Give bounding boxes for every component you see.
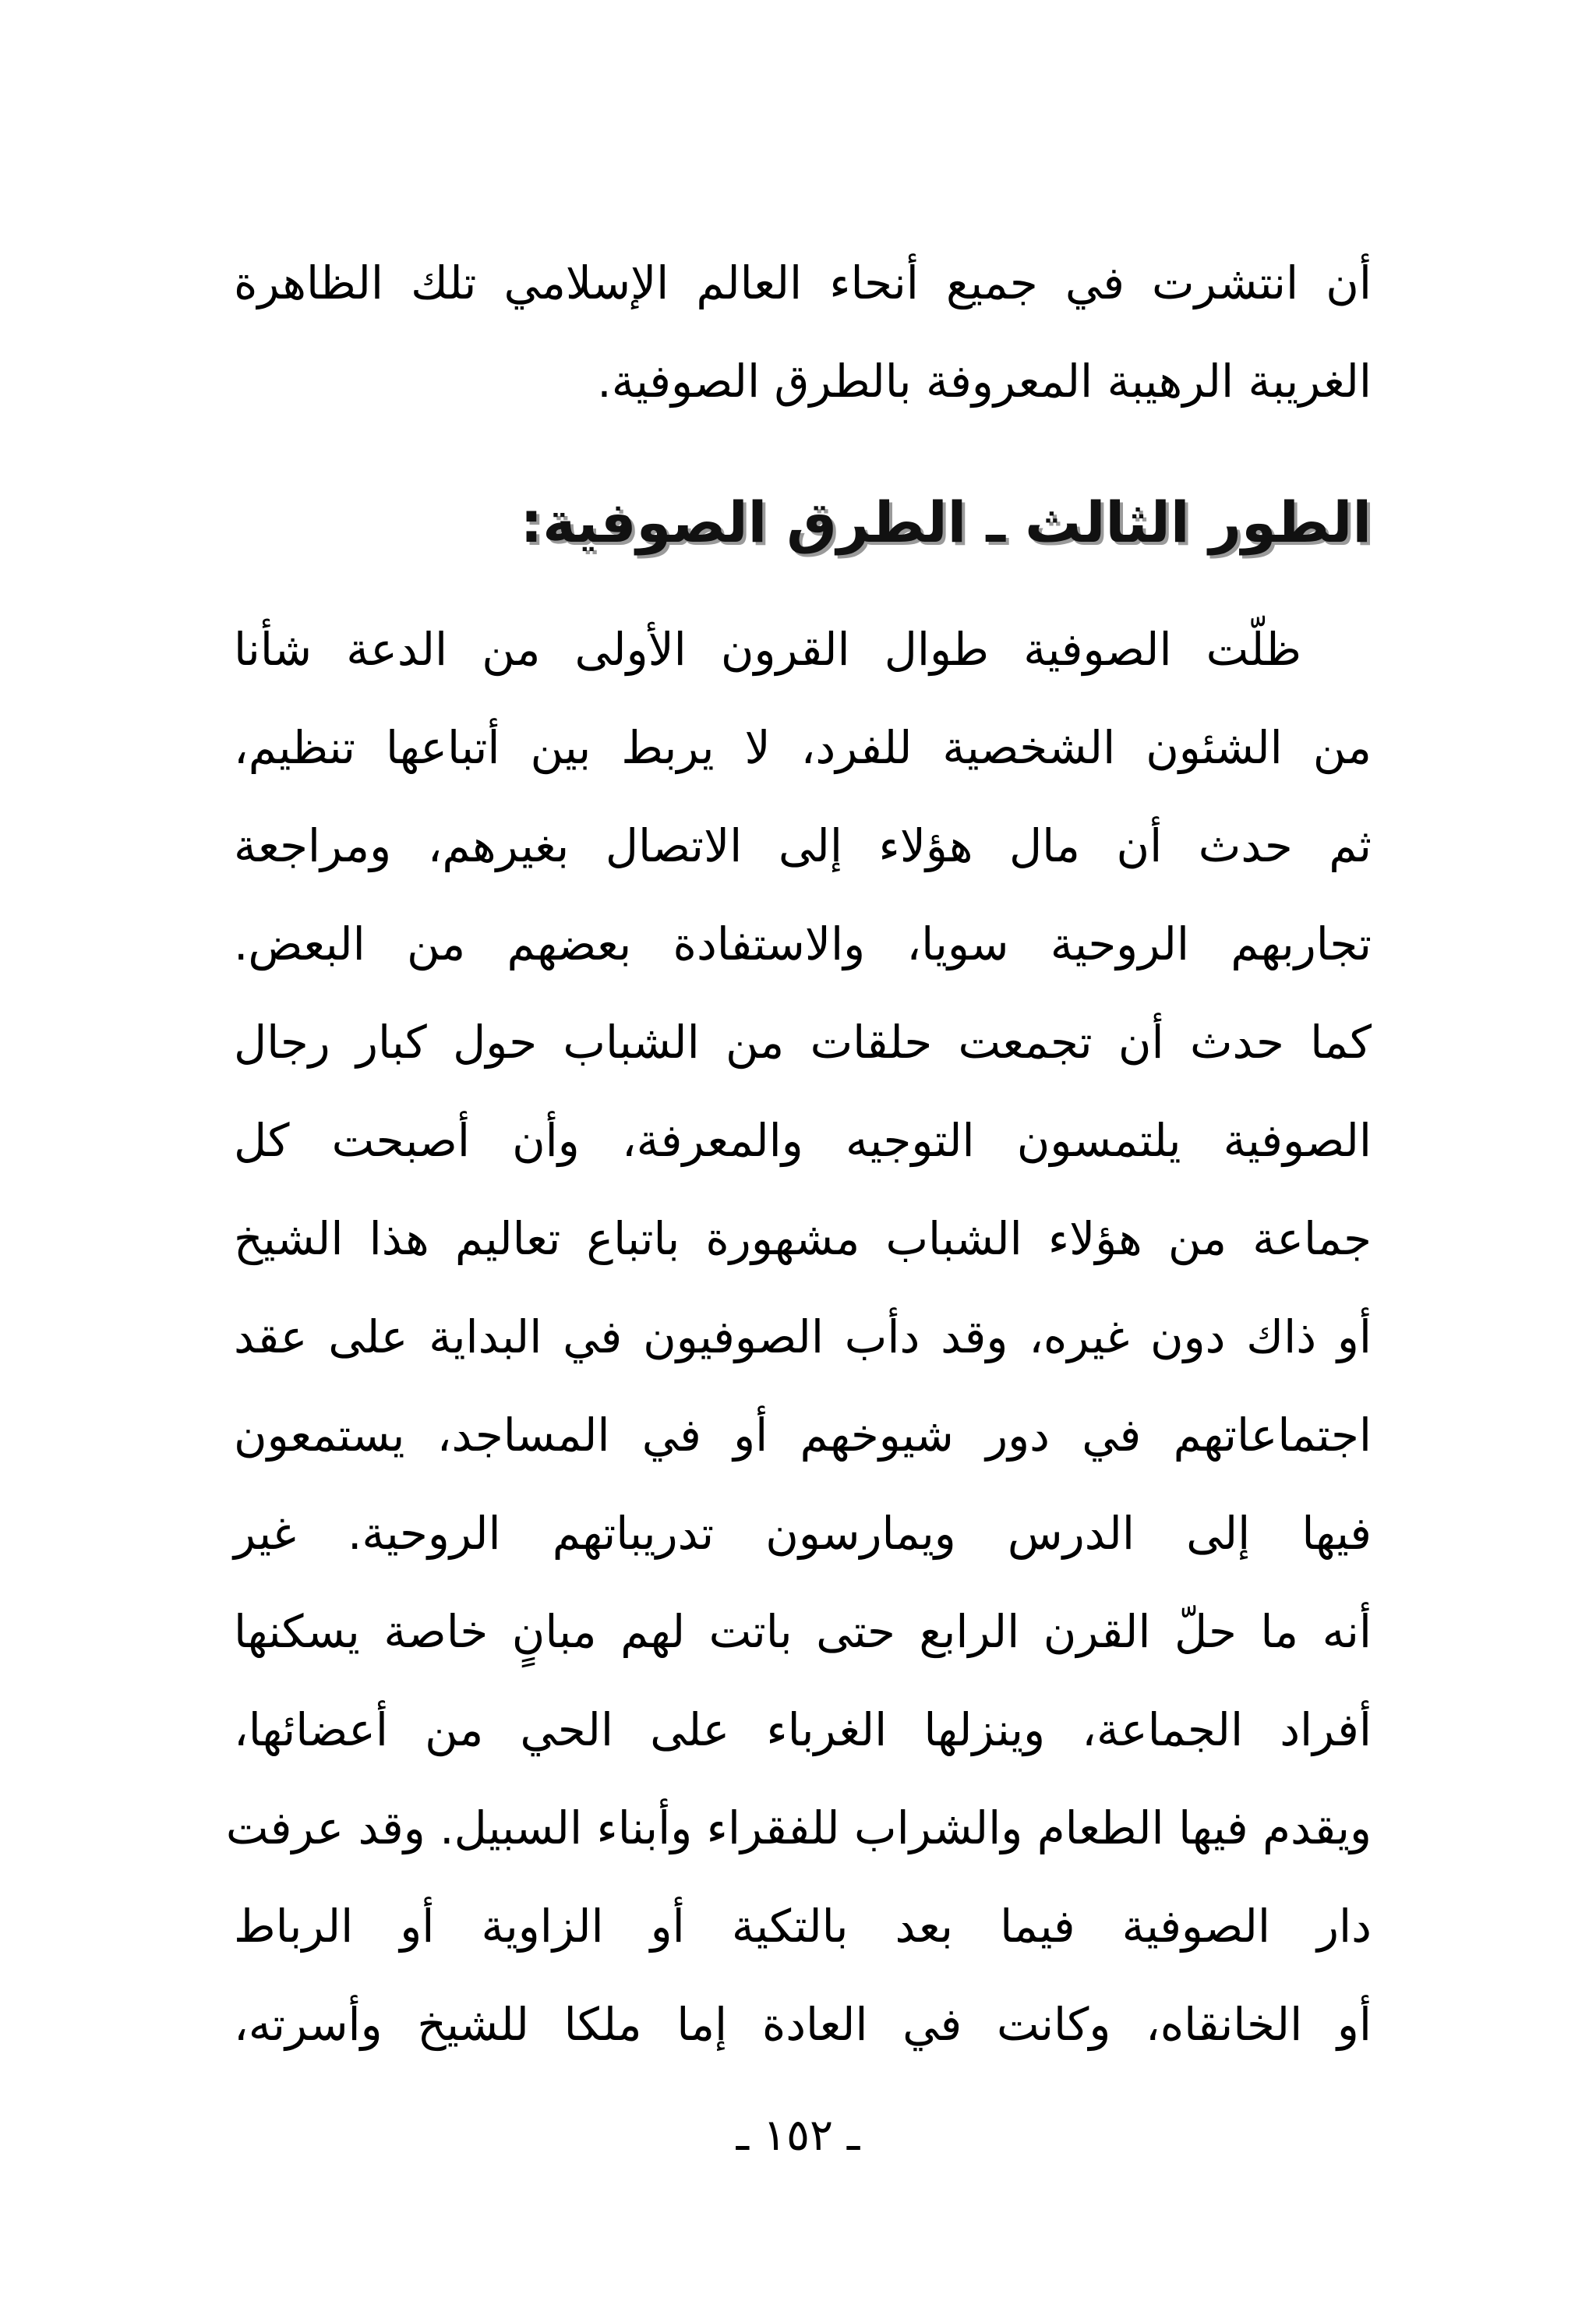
body-line-9: اجتماعاتهم في دور شيوخهم أو في المساجد، يستمعون [234, 1409, 1372, 1462]
body-line-4: تجاربهم الروحية سويا، والاستفادة بعضهم من البعض. [234, 917, 1372, 970]
body-line-5: كما حدث أن تجمعت حلقات من الشباب حول كبار رجال [234, 1016, 1372, 1069]
section-heading: الطور الثالث ـ الطرق الصوفية: [520, 490, 1372, 555]
body-line-6: الصوفية يلتمسون التوجيه والمعرفة، وأن أصبحت كل [234, 1114, 1372, 1167]
intro-paragraph [234, 234, 1372, 430]
body-line-12: أفراد الجماعة، وينزلها الغرباء على الحي من أعضائها، [234, 1703, 1372, 1756]
body-line-8: أو ذاك دون غيره، وقد دأب الصوفيون في البداية على عقد [234, 1310, 1372, 1363]
body-line-13: ويقدم فيها الطعام والشراب للفقراء وأبناء السبيل. وقد عرفت [225, 1801, 1372, 1854]
page-number: ـ ١٥٢ ـ [736, 2110, 860, 2161]
body-line-1: ظلّت الصوفية طوال القرون الأولى من الدعة شأنا [234, 623, 1301, 676]
body-line-2: من الشئون الشخصية للفرد، لا يربط بين أتباعها تنظيم، [234, 721, 1372, 774]
body-line-3: ثم حدث أن مال هؤلاء إلى الاتصال بغيرهم، ومراجعة [234, 819, 1372, 872]
body-line-11: أنه ما حلّ القرن الرابع حتى باتت لهم مبانٍ خاصة يسكنها [234, 1605, 1372, 1658]
body-line-7: جماعة من هؤلاء الشباب مشهورة باتباع تعاليم هذا الشيخ [234, 1212, 1372, 1265]
body-line-15: أو الخانقاه، وكانت في العادة إما ملكا للشيخ وأسرته، [234, 1998, 1372, 2051]
body-line-10: فيها إلى الدرس ويمارسون تدريباتهم الروحية. غير [234, 1507, 1372, 1560]
intro-line-1: أن انتشرت في جميع أنحاء العالم الإسلامي تلك الظاهرة [234, 256, 1372, 309]
body-line-14: دار الصوفية فيما بعد بالتكية أو الزاوية أو الرباط [234, 1900, 1372, 1953]
intro-line-2: الغريبة الرهيبة المعروفة بالطرق الصوفية. [597, 355, 1372, 408]
body-paragraph [225, 600, 1372, 2073]
